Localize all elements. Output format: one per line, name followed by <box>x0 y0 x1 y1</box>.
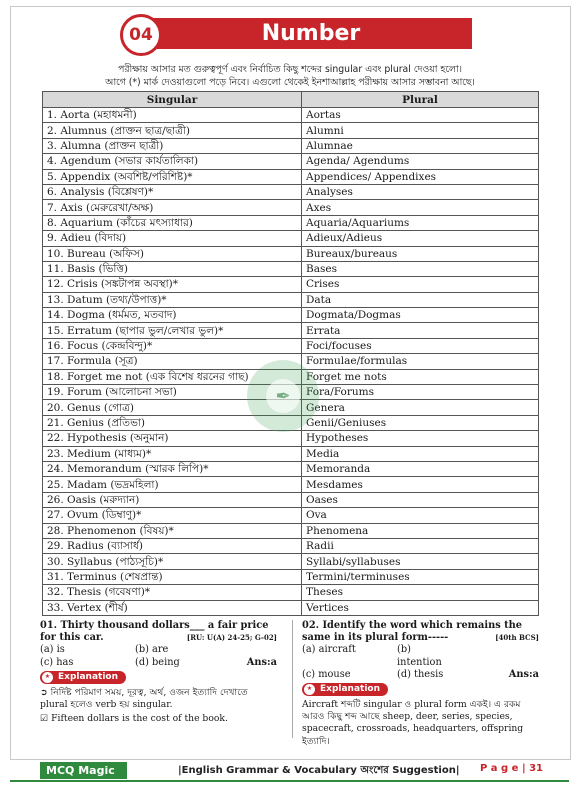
plural-cell: Theses <box>302 585 539 600</box>
singular-cell: 30. Syllabus (পাঠ্যসূচি)* <box>43 554 302 569</box>
pen-icon: ✒ <box>266 379 300 413</box>
plural-cell: Agenda/ Agendums <box>302 154 539 169</box>
plural-cell: Radii <box>302 538 539 553</box>
option-d: (d) being <box>135 656 180 668</box>
singular-cell: 9. Adieu (বিদায়) <box>43 231 302 246</box>
table-row <box>43 338 539 353</box>
plural-cell: Ova <box>302 508 539 523</box>
table-row <box>43 461 539 476</box>
table-row <box>43 538 539 553</box>
explanation-line: ➲ নির্দিষ্ট পরিমাণ সময়, দূরত্ব, অর্থ, ওজন ইত্যাদি দেখাতে plural হলেও verb হয় singular. <box>40 686 248 711</box>
plural-cell: Bureaux/bureaus <box>302 246 539 261</box>
singular-cell: 2. Alumnus (প্রাক্তন ছাত্র/ছাত্রী) <box>43 123 302 138</box>
explanation-example: ☑ Fifteen dollars is the cost of the book. <box>40 713 228 725</box>
explanation-badge <box>302 683 388 696</box>
plural-cell: Data <box>302 292 539 307</box>
column-header-singular: Singular <box>43 92 302 108</box>
column-header-plural: Plural <box>302 92 539 108</box>
table-row <box>43 169 539 184</box>
plural-cell: Vertices <box>302 600 539 615</box>
singular-cell: 4. Agendum (সভার কার্যতালিকা) <box>43 154 302 169</box>
plural-cell: Syllabi/syllabuses <box>302 554 539 569</box>
bulb-icon: ★ <box>42 672 53 683</box>
table-row <box>43 261 539 276</box>
option-c: (c) mouse <box>302 668 351 680</box>
bulb-icon: ★ <box>304 684 315 695</box>
plural-cell: Fora/Forums <box>302 385 539 400</box>
plural-cell: Crises <box>302 277 539 292</box>
question-2-answer: Ans:a <box>508 668 539 680</box>
question-1-answer: Ans:a <box>246 656 277 668</box>
explanation-label: Explanation <box>320 684 381 695</box>
question-2-number: 02. <box>302 620 320 631</box>
intro-line-1: পরীক্ষায় আসার মত গুরুত্বপূর্ণ এবং নির্বাচিত কিছু শব্দের singular এবং plural দেওয়া হলো। <box>118 64 462 75</box>
singular-cell: 28. Phenomenon (বিষয়)* <box>43 523 302 538</box>
explanation-line: Aircraft শব্দটি singular ও plural form একই। এ রকম আরও কিছু শব্দ আছে sheep, deer, series, species, spacecraft, crossroads, headquarters, offspring ইত্যাদি। <box>302 699 524 747</box>
question-1-options <box>40 644 277 668</box>
page-number: P a g e | 31 <box>480 763 543 774</box>
question-2-title <box>302 620 539 644</box>
table-row <box>43 200 539 215</box>
singular-cell: 6. Analysis (বিশ্লেষণ)* <box>43 184 302 199</box>
footer-rule <box>10 780 569 782</box>
question-1-text: Thirty thousand dollars___ a fair price for this car. <box>40 620 269 644</box>
table-row <box>43 292 539 307</box>
singular-cell: 21. Genius (প্রতিভা) <box>43 415 302 430</box>
table-row <box>43 184 539 199</box>
singular-cell: 31. Terminus (শেষপ্রান্ত) <box>43 569 302 584</box>
singular-cell: 7. Axis (মেরুরেখা/অক্ষ) <box>43 200 302 215</box>
plural-cell: Genii/Geniuses <box>302 415 539 430</box>
singular-cell: 12. Crisis (সঙ্কটাপন্ন অবস্থা)* <box>43 277 302 292</box>
singular-cell: 3. Alumna (প্রাক্তন ছাত্রী) <box>43 138 302 153</box>
table-row <box>43 108 539 123</box>
plural-cell: Media <box>302 446 539 461</box>
singular-plural-table <box>42 91 539 616</box>
plural-cell: Analyses <box>302 184 539 199</box>
singular-cell: 8. Aquarium (কাঁচের মৎস্যাধার) <box>43 215 302 230</box>
singular-cell: 14. Dogma (ধর্মমত, মতবাদ) <box>43 308 302 323</box>
table-row <box>43 138 539 153</box>
singular-cell: 11. Basis (ভিত্তি) <box>43 261 302 276</box>
singular-cell: 32. Thesis (গবেষণা)* <box>43 585 302 600</box>
singular-cell: 24. Memorandum (স্মারক লিপি)* <box>43 461 302 476</box>
question-2-options <box>302 644 539 681</box>
question-1-source: [RU: U(A) 24-25; G-02] <box>186 633 277 643</box>
plural-cell: Appendices/ Appendixes <box>302 169 539 184</box>
option-a: (a) is <box>40 644 65 656</box>
table-row <box>43 277 539 292</box>
table-row <box>43 523 539 538</box>
table-row <box>43 569 539 584</box>
table-row <box>43 323 539 338</box>
chapter-header <box>120 14 472 54</box>
plural-cell: Oases <box>302 492 539 507</box>
plural-cell: Mesdames <box>302 477 539 492</box>
chapter-title: Number <box>261 21 361 46</box>
plural-cell: Aortas <box>302 108 539 123</box>
plural-cell: Foci/focuses <box>302 338 539 353</box>
plural-cell: Adieux/Adieus <box>302 231 539 246</box>
plural-cell: Hypotheses <box>302 431 539 446</box>
table-row <box>43 431 539 446</box>
question-1 <box>40 620 277 725</box>
table-row <box>43 123 539 138</box>
option-d: (d) thesis <box>397 668 444 680</box>
singular-cell: 23. Medium (মাধ্যম)* <box>43 446 302 461</box>
plural-cell: Axes <box>302 200 539 215</box>
plural-cell: Aquaria/Aquariums <box>302 215 539 230</box>
plural-cell: Errata <box>302 323 539 338</box>
table-row <box>43 554 539 569</box>
table-row <box>43 585 539 600</box>
singular-cell: 10. Bureau (অফিস) <box>43 246 302 261</box>
table-row <box>43 154 539 169</box>
plural-cell: Termini/terminuses <box>302 569 539 584</box>
question-2-text: Identify the word which remains the same in its plural form----- <box>302 620 523 644</box>
singular-cell: 1. Aorta (মহাধমনী) <box>43 108 302 123</box>
option-b: (b) are <box>135 644 169 656</box>
table-row <box>43 308 539 323</box>
table-row <box>43 477 539 492</box>
table-row <box>43 446 539 461</box>
option-a: (a) aircraft <box>302 644 356 656</box>
option-b: (b) intention <box>397 644 442 668</box>
column-divider <box>292 620 293 738</box>
watermark-logo <box>247 360 319 432</box>
plural-cell: Genera <box>302 400 539 415</box>
singular-cell: 22. Hypothesis (অনুমান) <box>43 431 302 446</box>
singular-cell: 17. Formula (সূত্র) <box>43 354 302 369</box>
singular-cell: 18. Forget me not (এক বিশেষ ধরনের গাছ) <box>43 369 302 384</box>
table-row <box>43 600 539 615</box>
table-row <box>43 246 539 261</box>
table-header-row <box>43 92 539 108</box>
plural-cell: Dogmata/Dogmas <box>302 308 539 323</box>
plural-cell: Forget me nots <box>302 369 539 384</box>
table-row <box>43 508 539 523</box>
question-2 <box>302 620 539 748</box>
brand-label: MCQ Magic <box>40 762 127 779</box>
option-c: (c) has <box>40 656 74 668</box>
chapter-number: 04 <box>120 14 162 56</box>
singular-cell: 13. Datum (তথ্য/উপাত্ত)* <box>43 292 302 307</box>
singular-cell: 19. Forum (আলোচনা সভা) <box>43 385 302 400</box>
singular-cell: 25. Madam (ভদ্রমহিলা) <box>43 477 302 492</box>
singular-cell: 5. Appendix (অবশিষ্ট/পরিশিষ্ট)* <box>43 169 302 184</box>
singular-cell: 26. Oasis (মরুদ্যান) <box>43 492 302 507</box>
singular-cell: 27. Ovum (ডিম্বাণু)* <box>43 508 302 523</box>
plural-cell: Bases <box>302 261 539 276</box>
explanation-badge <box>40 671 126 684</box>
singular-cell: 16. Focus (কেন্দ্রবিন্দু)* <box>43 338 302 353</box>
plural-cell: Memoranda <box>302 461 539 476</box>
question-1-number: 01. <box>40 620 58 631</box>
table-row <box>43 215 539 230</box>
page-footer <box>0 760 579 782</box>
explanation-label: Explanation <box>58 672 119 683</box>
plural-cell: Alumni <box>302 123 539 138</box>
singular-cell: 15. Erratum (ছাপার ভুল/লেখার ভুল)* <box>43 323 302 338</box>
plural-cell: Phenomena <box>302 523 539 538</box>
singular-cell: 29. Radius (ব্যাসার্ধ) <box>43 538 302 553</box>
plural-cell: Alumnae <box>302 138 539 153</box>
question-2-source: [40th BCS] <box>495 633 539 643</box>
question-1-title <box>40 620 277 644</box>
singular-cell: 33. Vertex (শীর্ষ) <box>43 600 302 615</box>
plural-cell: Formulae/formulas <box>302 354 539 369</box>
intro-text <box>40 63 540 89</box>
intro-line-2: আগে (*) মার্ক দেওয়াগুলো পড়ে নিবে। এগুলো থেকেই ইনশাআল্লাহ পরীক্ষায় আসার সম্ভাবনা আছে। <box>105 77 475 88</box>
footer-title: |English Grammar & Vocabulary অংশের Suggestion| <box>178 765 460 776</box>
table-row <box>43 231 539 246</box>
singular-cell: 20. Genus (গোত্র) <box>43 400 302 415</box>
table-row <box>43 492 539 507</box>
